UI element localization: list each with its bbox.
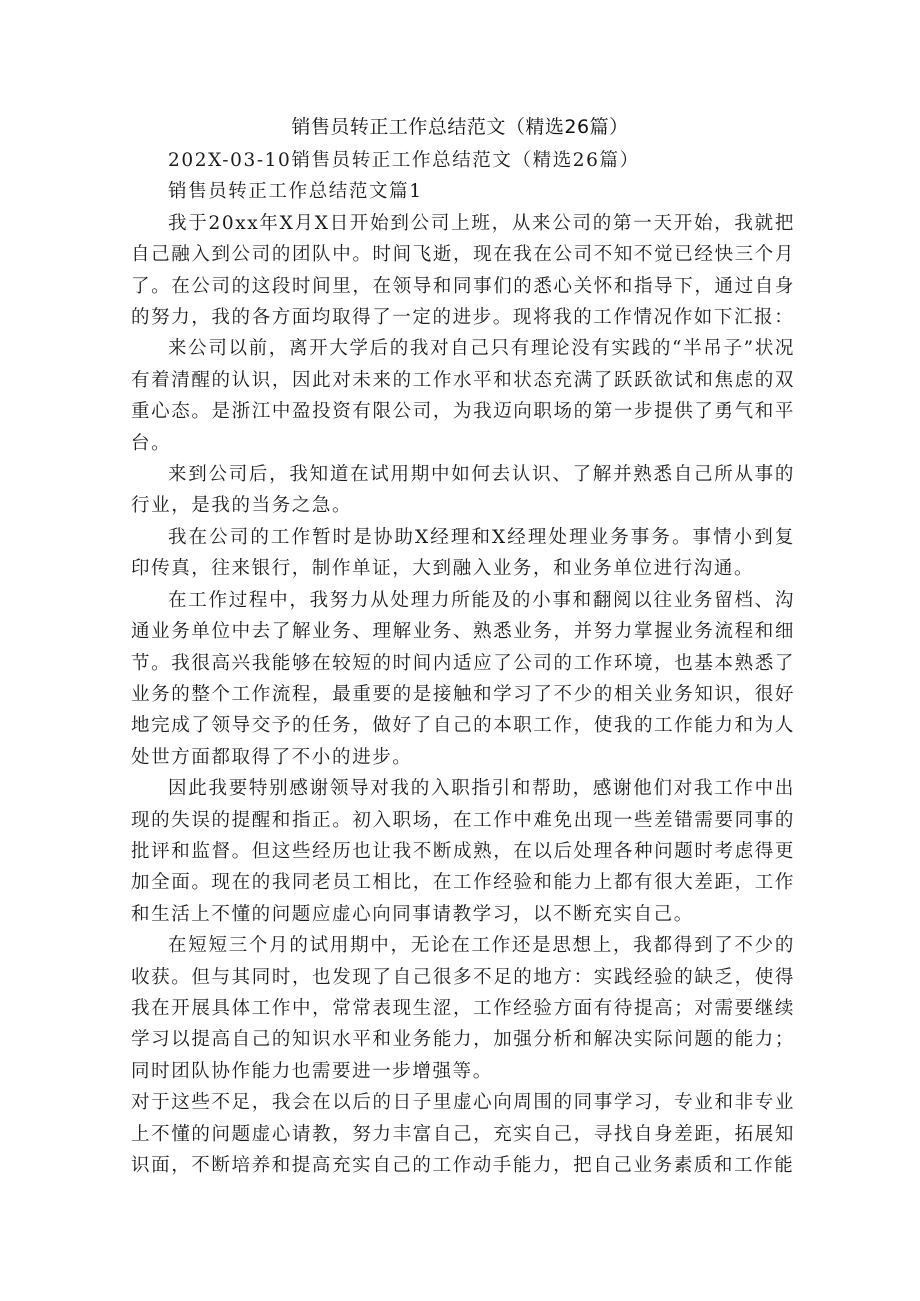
paragraph-unindented: 对于这些不足，我会在以后的日子里虚心向周围的同事学习，专业和非专业上不懂的问题虚心请教，努力丰富自己，充实自己，寻找自身差距，拓展知识面，不断培养和提高充实自己的工作动手能力，把自己业务素质和工作能 — [131, 1092, 795, 1176]
paragraph: 在短短三个月的试用期中，无论在工作还是思想上，我都得到了不少的收获。但与其同时，也发现了自己很多不足的地方：实践经验的缺乏，使得我在开展具体工作中，常常表现生涩，工作经验方面有待提高；对需要继续学习以提高自己的知识水平和业务能力，加强分析和解决实际问题的能力；同时团队协作能力也需要进一步增强等。 — [131, 935, 795, 1082]
paragraph: 在工作过程中，我努力从处理力所能及的小事和翻阅以往业务留档、沟通业务单位中去了解业务、理解业务、熟悉业务，并努力掌握业务流程和细节。我很高兴我能够在较短的时间内适应了公司的工作环境，也基本熟悉了业务的整个工作流程，最重要的是接触和学习了不少的相关业务知识，很好地完成了领导交予的任务，做好了自己的本职工作，使我的工作能力和为人处世方面都取得了不小的进步。 — [131, 589, 795, 768]
document-title: 销售员转正工作总结范文（精选26篇） — [291, 116, 629, 138]
date-line: 202X-03-10销售员转正工作总结范文（精选26篇） — [168, 150, 640, 171]
paragraph: 来公司以前，离开大学后的我对自己只有理论没有实践的“半吊子”状况有着清醒的认识，因此对未来的工作水平和状态充满了跃跃欲试和焦虑的双重心态。是浙江中盈投资有限公司，为我迈向职场的第一步提供了勇气和平台。 — [131, 338, 795, 454]
document-body — [131, 145, 795, 1181]
paragraph: 我于20xx年X月X日开始到公司上班，从来公司的第一天开始，我就把自己融入到公司的团队中。时间飞逝，现在我在公司不知不觉已经快三个月了。在公司的这段时间里，在领导和同事们的悉心关怀和指导下，通过自身的努力，我的各方面均取得了一定的进步。现将我的工作情况作如下汇报： — [131, 212, 795, 329]
section-heading: 销售员转正工作总结范文篇1 — [168, 181, 423, 203]
paragraph: 我在公司的工作暂时是协助X经理和X经理处理业务事务。事情小到复印传真，往来银行，制作单证，大到融入业务，和业务单位进行沟通。 — [131, 526, 795, 580]
paragraph: 因此我要特别感谢领导对我的入职指引和帮助，感谢他们对我工作中出现的失误的提醒和指正。初入职场，在工作中难免出现一些差错需要同事的批评和监督。但这些经历也让我不断成熟，在以后处理各种问题时考虑得更加全面。现在的我同老员工相比，在工作经验和能力上都有很大差距，工作和生活上不懂的问题应虚心向同事请教学习，以不断充实自己。 — [131, 778, 795, 925]
paragraph: 来到公司后，我知道在试用期中如何去认识、了解并熟悉自己所从事的行业，是我的当务之急。 — [131, 464, 795, 517]
